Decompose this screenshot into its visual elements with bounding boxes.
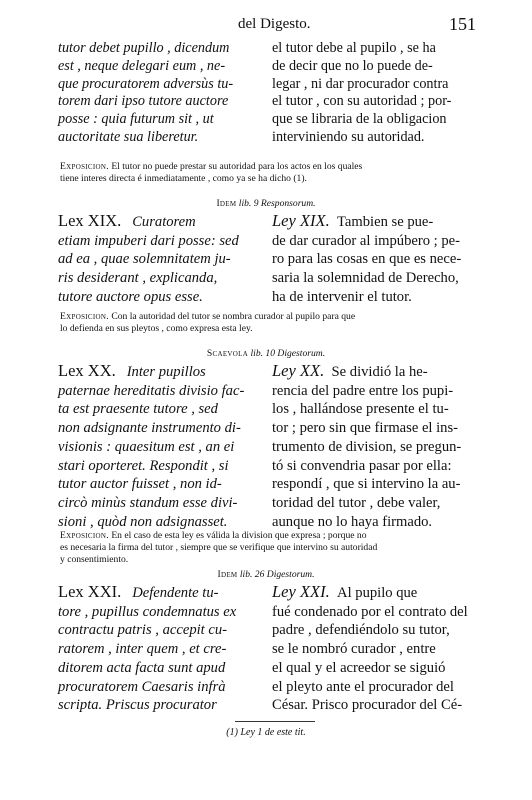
spanish-line: toridad del tutor , debe valer, — [272, 494, 441, 511]
source-citation-1 — [0, 198, 532, 209]
latin-line: circò minùs standum esse divi- — [58, 494, 238, 511]
latin-line: ad ea , quae solemnitatem ju- — [58, 251, 231, 268]
latin-line: procuratorem Caesaris infrà — [58, 678, 226, 695]
lex-heading: Lex XXI. — [58, 582, 122, 601]
spanish-line: el tutor , con su autoridad ; por- — [272, 93, 452, 110]
latin-column-1 — [58, 40, 263, 147]
spanish-line: trumento de division, se pregun- — [272, 438, 462, 455]
spanish-line: fué condenado por el contrato del — [272, 603, 468, 620]
latin-line: sioni , quòd non adsignasset. — [58, 513, 228, 530]
ley-heading: Ley XX. — [272, 361, 325, 380]
ley-heading: Ley XXI. — [272, 582, 330, 601]
latin-line: que procuratorem adversùs tu- — [58, 75, 234, 92]
spanish-column-3 — [272, 362, 477, 531]
latin-column-2 — [58, 212, 263, 307]
spanish-line: el qual y el acreedor se siguió — [272, 659, 446, 676]
spanish-line: el tutor debe al pupilo , se ha — [272, 40, 436, 56]
spanish-line: Tambien se pue- — [337, 214, 434, 230]
lex-heading: Lex XX. — [58, 361, 116, 380]
latin-line: est , neque delegari eum , ne- — [58, 57, 226, 74]
latin-line: etiam impuberi dari posse: sed — [58, 232, 239, 249]
exposicion-text: es necesaria la firma del tutor , siempre que se verifique que intervino su autoridad — [60, 542, 378, 554]
spanish-line: César. Prisco procurador del Cé- — [272, 697, 463, 714]
page-number: 151 — [449, 14, 476, 34]
exposicion-label: Exposicion. — [60, 530, 109, 541]
latin-line: contractu patris , accepit cu- — [58, 622, 228, 639]
running-head — [0, 14, 532, 38]
latin-line: posse : quia futurum sit , ut — [58, 111, 214, 128]
spanish-line: padre , defendiéndolo su tutor, — [272, 622, 450, 639]
latin-line: scripta. Priscus procurator — [58, 697, 217, 714]
latin-line: ratorem , inter quem , et cre- — [58, 641, 227, 658]
exposicion-3 — [60, 530, 480, 567]
spanish-line: se le nombró curador , entre — [272, 641, 436, 658]
spanish-line: el pleyto ante el procurador del — [272, 678, 454, 695]
source-ref: lib. 10 Digestorum. — [250, 348, 326, 359]
spanish-line: que se libraria de la obligacion — [272, 111, 447, 128]
exposicion-label: Exposicion. — [60, 311, 109, 322]
latin-line: paternae hereditatis divisio fac- — [58, 382, 245, 399]
latin-line: Inter pupillos — [126, 364, 206, 380]
spanish-line: ro para las cosas en que es nece- — [272, 251, 462, 268]
exposicion-text: Con la autoridad del tutor se nombra curador al pupilo para que — [111, 311, 356, 322]
exposicion-text: lo defienda en sus pleytos , como expresa esta ley. — [60, 323, 253, 335]
source-author: Scaevola — [206, 348, 249, 359]
latin-line: tutore auctore opus esse. — [58, 288, 203, 305]
latin-line: tutor auctor fuisset , non id- — [58, 476, 222, 493]
latin-line: tutor debet pupillo , dicendum — [58, 40, 230, 56]
running-title: del Digesto. — [238, 16, 311, 32]
latin-line: stari oporteret. Respondit , si — [58, 457, 229, 474]
spanish-line: respondí , que si intervino la au- — [272, 476, 461, 493]
exposicion-1 — [60, 161, 480, 185]
source-ref: lib. 26 Digestorum. — [239, 569, 315, 580]
spanish-line: de decir que no lo puede de- — [272, 57, 433, 74]
spanish-line: los , hallándose presente el tu- — [272, 401, 449, 418]
lex-heading: Lex XIX. — [58, 211, 122, 230]
source-author: Idem — [216, 198, 237, 209]
spanish-line: ha de intervenir el tutor. — [272, 288, 412, 305]
latin-line: auctoritate sua liberetur. — [58, 128, 199, 145]
latin-line: ris desiderant , explicanda, — [58, 270, 218, 287]
source-citation-2 — [0, 348, 532, 359]
spanish-line: interviniendo su autoridad. — [272, 128, 425, 145]
footnote-rule — [235, 721, 315, 722]
exposicion-text: El tutor no puede prestar su autoridad para los actos en los quales — [111, 161, 363, 172]
latin-line: visionis : quaesitum est , an ei — [58, 438, 235, 455]
spanish-line: de dar curador al impúbero ; pe- — [272, 232, 461, 249]
spanish-column-2 — [272, 212, 477, 307]
spanish-line: saria la solemnidad de Derecho, — [272, 270, 459, 287]
spanish-line: rencia del padre entre los pupi- — [272, 382, 454, 399]
ley-heading: Ley XIX. — [272, 211, 330, 230]
source-citation-3 — [0, 569, 532, 580]
spanish-line: legar , ni dar procurador contra — [272, 75, 449, 92]
source-author: Idem — [217, 569, 238, 580]
spanish-column-1 — [272, 40, 477, 147]
spanish-line: aunque no lo haya firmado. — [272, 513, 433, 530]
latin-line: ta est praesente tutore , sed — [58, 401, 218, 418]
exposicion-text: tiene interes directa é inmediatamente , como ya se ha dicho (1). — [60, 173, 307, 185]
latin-line: ditorem acta facta sunt apud — [58, 659, 226, 676]
spanish-line: Al pupilo que — [337, 585, 418, 601]
latin-line: torem dari ipso tutore auctore — [58, 93, 229, 110]
exposicion-text: y consentimiento. — [60, 554, 129, 566]
source-ref: lib. 9 Responsorum. — [238, 198, 316, 209]
latin-column-4 — [58, 583, 263, 715]
latin-line: non adsignante instrumento di- — [58, 420, 241, 437]
spanish-column-4 — [272, 583, 477, 715]
footnote: (1) Ley 1 de este tit. — [226, 727, 306, 738]
latin-line: Defendente tu- — [132, 585, 219, 601]
latin-line: Curatorem — [132, 214, 196, 230]
latin-column-3 — [58, 362, 263, 531]
spanish-line: tó si convendria pasar por ella: — [272, 457, 452, 474]
exposicion-text: En el caso de esta ley es válida la division que expresa ; porque no — [111, 530, 367, 541]
spanish-line: tor ; pero sin que firmase el ins- — [272, 420, 459, 437]
exposicion-2 — [60, 311, 480, 335]
latin-line: tore , pupillus condemnatus ex — [58, 603, 237, 620]
spanish-line: Se dividió la he- — [331, 364, 428, 380]
exposicion-label: Exposicion. — [60, 161, 109, 172]
